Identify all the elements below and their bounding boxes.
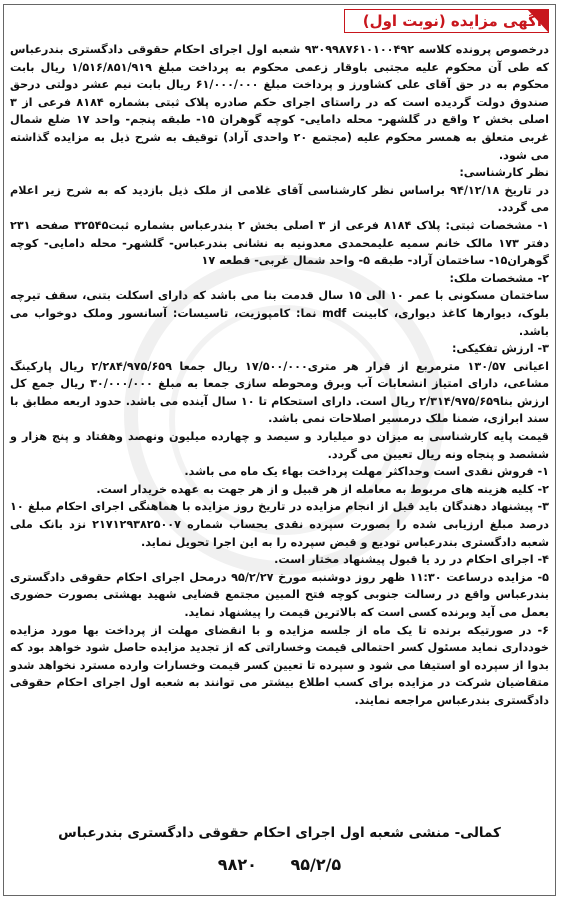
condition-4: ۴- اجرای احکام در رد یا قبول پیشنهاد مختار است.	[274, 553, 549, 567]
notice-title-box	[344, 9, 549, 33]
notice-body	[10, 41, 549, 710]
heading-expert-opinion: نظر کارشناسی:	[459, 166, 549, 180]
notice-frame	[3, 4, 556, 896]
paragraph-base-price: قیمت پایه کارشناسی به میزان دو میلیارد و سیصد و چهارده میلیون ونهصد وهفتاد و پنج هزار و ششصد و پنجاه ونه ریال تعیین می گردد.	[10, 430, 549, 461]
condition-1: ۱- فروش نقدی است وحداکثر مهلت پرداخت بهاء یک ماه می باشد.	[184, 465, 549, 479]
paragraph-intro: درخصوص پرونده کلاسه ۹۳۰۹۹۸۷۶۱۰۱۰۰۴۹۲ شعبه اول اجرای احکام حقوقی دادگستری بندرعباس که طی آن محکوم علیه مجتبی باوقار زعمی محکوم به پرداخت مبلغ ۱/۵۱۶/۸۵۱/۹۱۹ ریال بابت محکوم به در حق آقای علی کشاورز و پرداخت مبلغ ۶۱/۰۰۰/۰۰۰ ریال بابت نیم عشر دولتی درحق صندوق دولت گردیده است که در راستای اجرای حکم صادره پلاک ثبتی بشماره ۸۱۸۴ فرعی از ۳ اصلی بخش ۲ واقع در گلشهر- محله دامایی- کوچه گوهران ۱۵- طبقه پنجم- واحد ۱۷ ضلع شمال غربی متعلق به همسر محکوم علیه (مجتمع ۲۰ واحدی آراد) توقیف به شرح ذیل به مزایده گذاشته می شود.	[10, 43, 550, 162]
condition-3: ۳- پیشنهاد دهندگان باید قبل از انجام مزایده در تاریخ روز مزایده با هماهنگی اجرای احکام مبلغ ۱۰ درصد مبلغ ارزیابی شده را بصورت سپرده نقدی بحساب شماره ۲۱۷۱۲۹۳۸۲۵۰۰۷ نزد بانک ملی شعبه دادگستری بندرعباس تودیع و قبض سپرده را به این اجرا تحویل نماید.	[10, 500, 549, 549]
condition-6: ۶- در صورتیکه برنده تا یک ماه از جلسه مزایده و با انقضای مهلت از پرداخت بها مورد مزایده خودداری نماید مسئول کسر احتمالی قیمت وخساراتی که از تجدید مزایده حاصل شود خواهد بود که بدوا از سپرده او استیفا می شود و سپرده تا تعیین کسر قیمت وخسارات وارده مسترد نخواهد شدو متقاضیان شرکت در مزایده برای کسب اطلاع بیشتر می توانند به شعبه اول اجرای احکام حقوقی دادگستری بندرعباس مراجعه نمایند.	[10, 623, 549, 707]
red-corner-arrow-icon	[527, 9, 549, 33]
ad-number: ۹۸۲۰	[217, 855, 257, 874]
signature-line: کمالی- منشی شعبه اول اجرای احکام حقوقی دادگستری بندرعباس	[58, 825, 501, 841]
heading-property-specs: ۲- مشخصات ملک:	[449, 271, 549, 285]
heading-valuation: ۳- ارزش تفکیکی:	[451, 342, 549, 356]
paragraph-property-specs: ساختمان مسکونی با عمر ۱۰ الی ۱۵ سال قدمت بنا می باشد که دارای اسکلت بتنی، سقف تیرچه بلوک، دیوارها کاغذ دیواری، کابینت mdf نما: کامپوزیت، تاسیسات: آسانسور وملک دوخواب می باشد.	[10, 289, 549, 338]
condition-5: ۵- مزایده درساعت ۱۱:۳۰ ظهر روز دوشنبه مورخ ۹۵/۲/۲۷ درمحل اجرای احکام حقوقی دادگستری بندرعباس واقع در رسالت جنوبی کوچه فتح المبین مجتمع قضایی شهید بهشتی بصورت حضوری بعمل می آید وبرنده کسی است که بالاترین قیمت را پیشنهاد نماید.	[10, 570, 549, 619]
publish-date: ۹۵/۲/۵	[290, 855, 342, 874]
paragraph-valuation: اعیانی ۱۳۰/۵۷ مترمربع از قرار هر متری۱۷/۵۰۰/۰۰۰ ریال جمعا ۲/۲۸۴/۹۷۵/۶۵۹ ریال پارکینگ مشاعی، دارای امتیاز انشعابات آب وبرق ومحوطه سازی جمعا به مبلغ ۳۰/۰۰۰/۰۰۰ ریال جمع کل ارزش بنا۲/۳۱۴/۹۷۵/۶۵۹ ریال است. دارای استحکام تا ۱۰ سال آینده می باشد. حدود اربعه مطابق با سند ابرازی، ضمنا ملک درمسیر اصلاحات نمی باشد.	[10, 359, 550, 426]
condition-2: ۲- کلیه هزینه های مربوط به معامله از هر قبیل و از هر جهت به عهده خریدار است.	[96, 482, 549, 496]
notice-title: آگهی مزایده (نوبت اول)	[362, 12, 542, 30]
footer-codes	[4, 855, 555, 874]
paragraph-registration: ۱- مشخصات ثبتی: پلاک ۸۱۸۴ فرعی از ۳ اصلی بخش ۲ بندرعباس بشماره ثبت۳۲۵۴۵ صفحه ۲۳۱ دفتر ۱۷۳ مالک خانم سمیه علیمحمدی معدونیه به نشانی بندرعباس- گلشهر- محله دامایی- کوچه گوهران۱۵- ساختمان آراد- طبقه ۵- واحد شمال غربی- قطعه ۱۷	[10, 218, 549, 268]
paragraph-expert-visit: در تاریخ ۹۴/۱۲/۱۸ براساس نظر کارشناسی آقای غلامی از ملک ذیل بازدید که به شرح زیر اعلام می گردد.	[10, 183, 549, 215]
